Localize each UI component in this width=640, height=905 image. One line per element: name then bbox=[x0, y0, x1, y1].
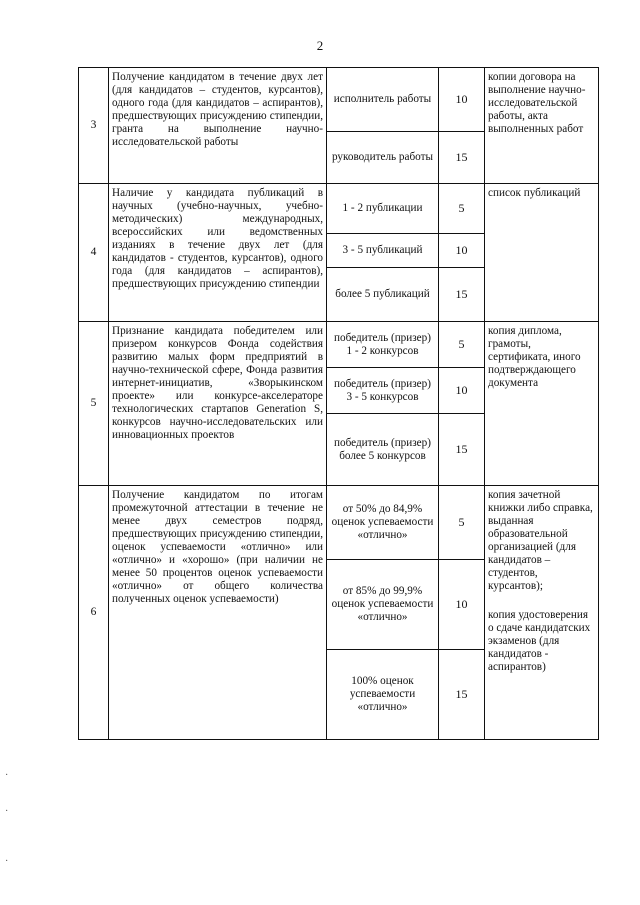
criterion-condition: более 5 публикаций bbox=[327, 268, 439, 322]
page-number: 2 bbox=[316, 38, 324, 53]
criterion-condition: победитель (призер) 3 - 5 конкурсов bbox=[327, 368, 439, 414]
criteria-table bbox=[78, 67, 599, 740]
criterion-points: 10 bbox=[439, 234, 485, 268]
criterion-description: Признание кандидата победителем или призером конкурсов Фонда содействия развитию малых форм предприятий в научно-технической сфере, Фонда развития интернет-инициатив, «Зворыкинском проекте» или конкурсе-акселераторе технологических стартапов Generation S, конкурсов научно-исследовательских или инновационных проектов bbox=[109, 322, 327, 486]
criterion-condition: победитель (призер) 1 - 2 конкурсов bbox=[327, 322, 439, 368]
criterion-points: 15 bbox=[439, 650, 485, 740]
criterion-points: 5 bbox=[439, 184, 485, 234]
table-row bbox=[79, 486, 599, 560]
criterion-condition: 1 - 2 публикации bbox=[327, 184, 439, 234]
table-row bbox=[79, 322, 599, 368]
criterion-condition: 100% оценок успеваемости «отлично» bbox=[327, 650, 439, 740]
supporting-documents: список публикаций bbox=[485, 184, 599, 322]
documents-students: копия зачетной книжки либо справка, выданная образовательной организацией (для кандидатов – студентов, курсантов); bbox=[488, 489, 593, 592]
criterion-points: 5 bbox=[439, 322, 485, 368]
criterion-condition: исполнитель работы bbox=[327, 68, 439, 132]
supporting-documents bbox=[485, 486, 599, 740]
scan-dot: · bbox=[5, 806, 9, 817]
table-row bbox=[79, 68, 599, 132]
criterion-points: 10 bbox=[439, 68, 485, 132]
criterion-description: Получение кандидатом по итогам промежуточной аттестации в течение не менее двух семестров подряд, предшествующих присуждению стипендии, оценок успеваемости «отлично» или «отлично» и «хорошо» (при наличии не менее 50 процентов оценок успеваемости «отлично» от общего количества полученных оценок успеваемости) bbox=[109, 486, 327, 740]
scan-dot: · bbox=[5, 856, 9, 867]
criterion-description: Наличие у кандидата публикаций в научных (учебно-научных, учебно-методических) международных, всероссийских или ведомственных изданиях в течение двух лет (для кандидатов - студентов, курсантов), одного года (для кандидатов – аспирантов), предшествующих присуждению стипендии bbox=[109, 184, 327, 322]
criterion-condition: от 50% до 84,9% оценок успеваемости «отлично» bbox=[327, 486, 439, 560]
criterion-points: 10 bbox=[439, 368, 485, 414]
documents-postgraduates: копия удостоверения о сдаче кандидатских экзаменов (для кандидатов - аспирантов) bbox=[488, 609, 591, 673]
row-number: 3 bbox=[79, 68, 109, 184]
criterion-points: 10 bbox=[439, 560, 485, 650]
row-number: 5 bbox=[79, 322, 109, 486]
row-number: 4 bbox=[79, 184, 109, 322]
supporting-documents: копии договора на выполнение научно-исследовательской работы, акта выполненных работ bbox=[485, 68, 599, 184]
criterion-condition: руководитель работы bbox=[327, 132, 439, 184]
criterion-points: 5 bbox=[439, 486, 485, 560]
criterion-condition: победитель (призер) более 5 конкурсов bbox=[327, 414, 439, 486]
criterion-points: 15 bbox=[439, 132, 485, 184]
row-number: 6 bbox=[79, 486, 109, 740]
criterion-condition: от 85% до 99,9% оценок успеваемости «отлично» bbox=[327, 560, 439, 650]
supporting-documents: копия диплома, грамоты, сертификата, иного подтверждающего документа bbox=[485, 322, 599, 486]
criterion-condition: 3 - 5 публикаций bbox=[327, 234, 439, 268]
criterion-points: 15 bbox=[439, 268, 485, 322]
table-row bbox=[79, 184, 599, 234]
criterion-description: Получение кандидатом в течение двух лет (для кандидатов – студентов, курсантов), одного года (для кандидатов – аспирантов), предшествующих присуждению стипендии, гранта на выполнение научно-исследовательской работы bbox=[109, 68, 327, 184]
scan-dot: · bbox=[5, 770, 9, 781]
criterion-points: 15 bbox=[439, 414, 485, 486]
